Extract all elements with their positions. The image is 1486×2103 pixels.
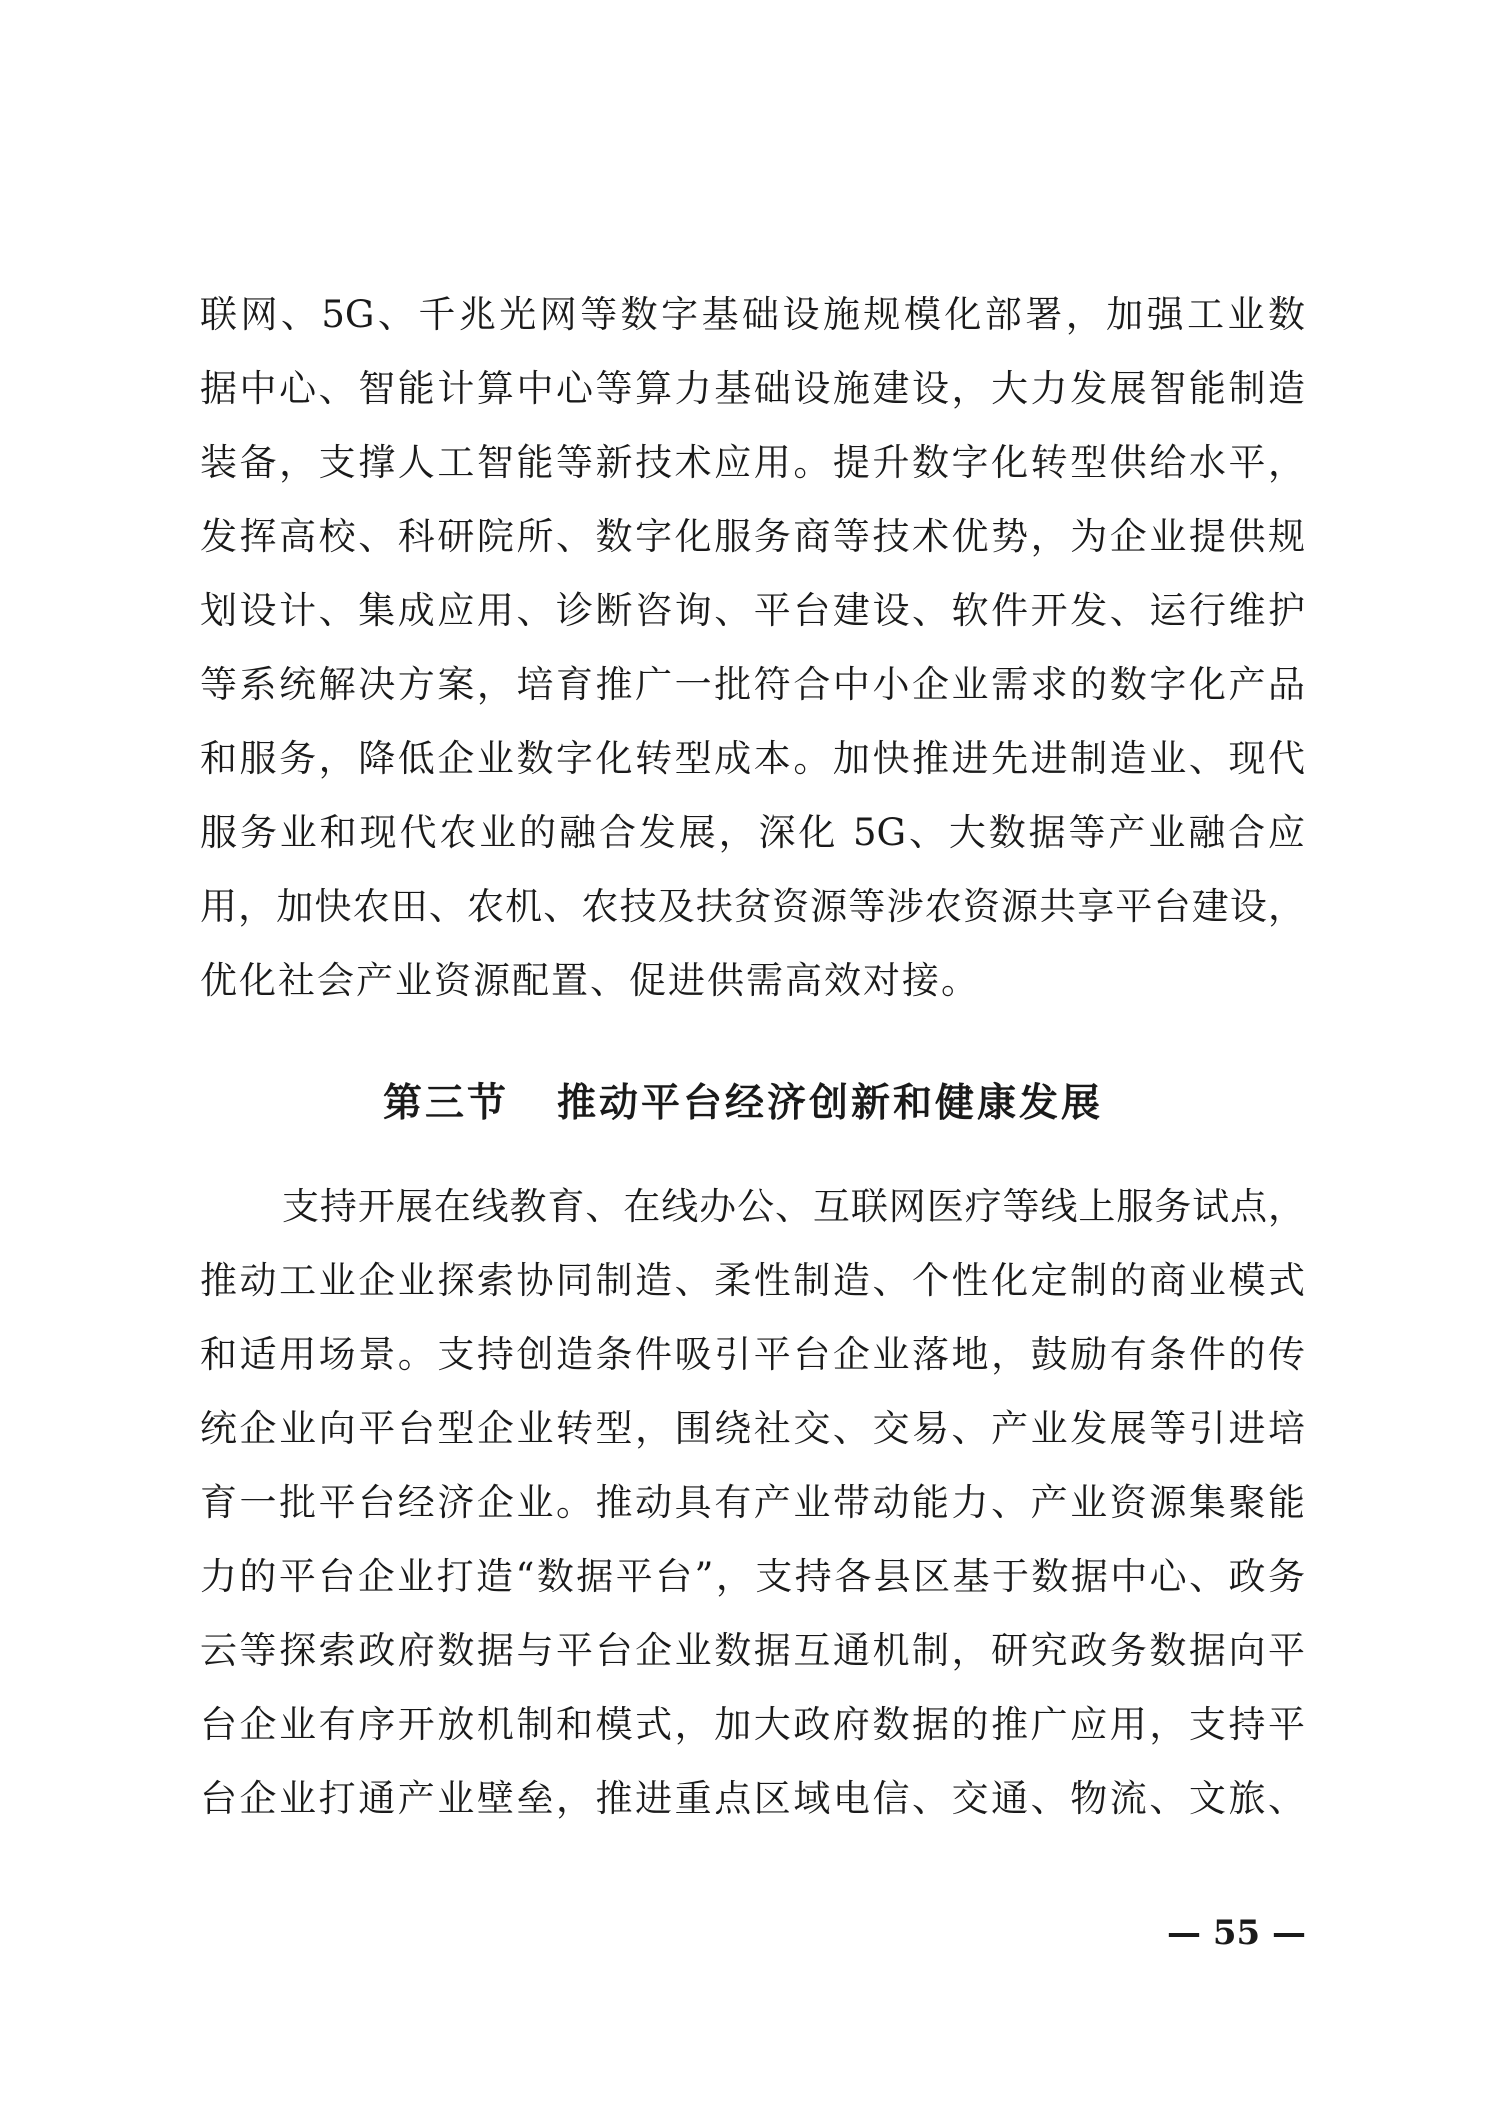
paragraph-line: 等系统解决方案，培育推广一批符合中小企业需求的数字化产品 [200, 663, 1305, 706]
paragraph-line: 支持开展在线教育、在线办公、互联网医疗等线上服务试点， [282, 1185, 1305, 1228]
paragraph-line: 和服务，降低企业数字化转型成本。加快推进先进制造业、现代 [200, 737, 1305, 780]
paragraph-line: 云等探索政府数据与平台企业数据互通机制，研究政务数据向平 [200, 1629, 1305, 1672]
section-heading [0, 1066, 1486, 1140]
page-number: — 55 — [1167, 1913, 1306, 1953]
paragraph-line: 联网、5G、千兆光网等数字基础设施规模化部署，加强工业数 [200, 293, 1305, 336]
paragraph-line: 推动工业企业探索协同制造、柔性制造、个性化定制的商业模式 [200, 1259, 1305, 1302]
body-paragraph [200, 278, 1305, 1018]
paragraph-line: 统企业向平台型企业转型，围绕社交、交易、产业发展等引进培 [200, 1407, 1305, 1450]
paragraph-line: 服务业和现代农业的融合发展，深化 5G、大数据等产业融合应 [200, 811, 1305, 854]
body-paragraph [200, 1170, 1305, 1836]
paragraph-line: 优化社会产业资源配置、促进供需高效对接。 [200, 959, 980, 1002]
paragraph-line: 育一批平台经济企业。推动具有产业带动能力、产业资源集聚能 [200, 1481, 1305, 1524]
paragraph-line: 据中心、智能计算中心等算力基础设施建设，大力发展智能制造 [200, 367, 1305, 410]
paragraph-line: 台企业有序开放机制和模式，加大政府数据的推广应用，支持平 [200, 1703, 1305, 1746]
paragraph-line: 装备，支撑人工智能等新技术应用。提升数字化转型供给水平， [200, 441, 1305, 484]
paragraph-line: 力的平台企业打造“数据平台”，支持各县区基于数据中心、政务 [200, 1555, 1305, 1598]
paragraph-line: 台企业打通产业壁垒，推进重点区域电信、交通、物流、文旅、 [200, 1777, 1305, 1820]
paragraph-line: 用，加快农田、农机、农技及扶贫资源等涉农资源共享平台建设， [200, 885, 1305, 928]
paragraph-line: 划设计、集成应用、诊断咨询、平台建设、软件开发、运行维护 [200, 589, 1305, 632]
paragraph-line: 发挥高校、科研院所、数字化服务商等技术优势，为企业提供规 [200, 515, 1305, 558]
paragraph-line: 和适用场景。支持创造条件吸引平台企业落地，鼓励有条件的传 [200, 1333, 1305, 1376]
section-title: 推动平台经济创新和健康发展 [557, 1080, 1104, 1126]
section-number: 第三节 [382, 1080, 509, 1126]
